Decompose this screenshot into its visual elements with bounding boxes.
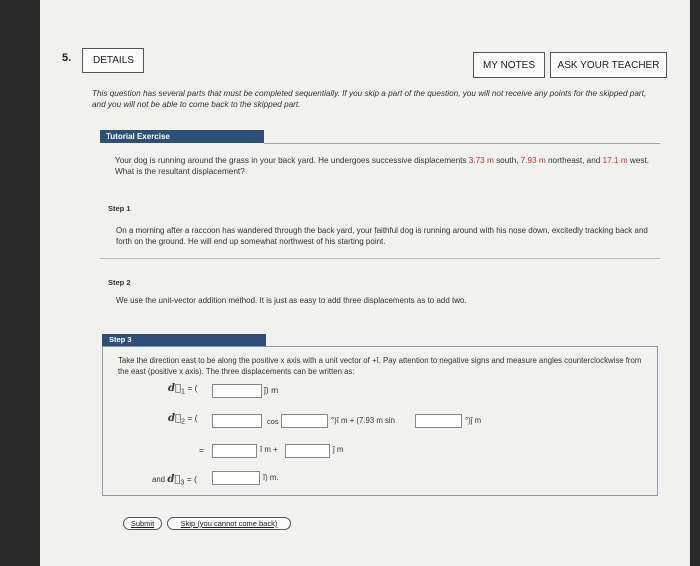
ask-teacher-button[interactable]: ASK YOUR TEACHER	[550, 52, 667, 78]
d3-open-paren: (	[194, 474, 197, 484]
sequential-warning: This question has several parts that must be completed sequentially. If you skip a part of the question, you will not receive any points for the skipped part, and you will not be able to come back to the skipped part.	[92, 89, 647, 109]
d2-x-component-input[interactable]	[212, 444, 257, 458]
problem-post: west. What is the resultant displacement?	[115, 156, 650, 176]
tutorial-header: Tutorial Exercise	[100, 130, 264, 143]
step1-text: On a morning after a raccoon has wandered through the back yard, your faithful dog is running around with his nose down, excitedly tracking back and forth on the ground. He will end up somewhat northwest of his starting point.	[116, 226, 648, 246]
d1-value: 3.73 m	[468, 156, 494, 165]
step3-header: Step 3	[102, 334, 266, 346]
problem-statement	[115, 155, 655, 177]
d1-open-paren: (	[194, 383, 198, 393]
submit-button[interactable]: Submit	[123, 517, 162, 530]
d2-mid-text: °)î m + (7.93 m sin	[331, 416, 395, 425]
eq3-suffix: ĵ m	[333, 445, 344, 454]
problem-pre: Your dog is running around the grass in your back yard. He undergoes successive displacements	[115, 156, 469, 165]
d3-suffix: î) m.	[263, 473, 279, 482]
d2-open-paren: (	[194, 413, 198, 423]
d3-equals: =	[186, 474, 192, 484]
d3-value: 17.1 m	[602, 156, 628, 165]
d2-equals: =	[187, 413, 193, 423]
d2-value: 7.93 m	[520, 156, 546, 165]
d2-cos-label: cos	[267, 417, 279, 426]
and-label: and	[152, 475, 166, 484]
d2-equation-lhs	[168, 413, 198, 426]
step3-text: Take the direction east to be along the positive x axis with a unit vector of +î. Pay attention to negative signs and measure angles counterclockwise from the east (positive x axis). The three displacements can be written as:	[118, 356, 642, 376]
d1-equation-lhs	[168, 383, 198, 396]
problem-mid2: northeast, and	[545, 156, 603, 165]
d1-suffix: ĵ) m	[264, 385, 279, 395]
d2-magnitude-input[interactable]	[212, 414, 262, 428]
d2-cos-angle-input[interactable]	[281, 414, 328, 428]
d3-x-input[interactable]	[212, 471, 260, 485]
d2-suffix: °)ĵ m	[465, 416, 482, 425]
d1-subscript: 1	[181, 387, 185, 396]
skip-button[interactable]: Skip (you cannot come back)	[167, 517, 291, 530]
question-number: 5.	[62, 52, 72, 64]
step1-label: Step 1	[108, 204, 131, 213]
d2-vector-symbol: d⃗	[168, 413, 181, 424]
d1-equals: =	[187, 383, 193, 393]
d3-equation-lhs	[152, 474, 197, 487]
d2-subscript: 2	[181, 417, 185, 426]
d1-y-input[interactable]	[212, 384, 262, 398]
eq3-mid: î m +	[260, 445, 278, 454]
my-notes-button[interactable]: MY NOTES	[473, 52, 545, 78]
eq3-equals: =	[199, 445, 204, 455]
details-button[interactable]: DETAILS	[82, 48, 144, 73]
tutorial-divider	[264, 143, 660, 144]
problem-mid1: south,	[493, 156, 521, 165]
d2-y-component-input[interactable]	[285, 444, 330, 458]
step2-text: We use the unit-vector addition method. It is just as easy to add three displacements as to add two.	[116, 296, 467, 305]
d1-vector-symbol: d⃗	[168, 383, 181, 394]
step-divider	[100, 258, 660, 259]
d2-sin-angle-input[interactable]	[415, 414, 462, 428]
d3-subscript: 3	[180, 478, 185, 487]
question-page	[40, 0, 690, 566]
step2-label: Step 2	[108, 278, 131, 287]
d3-vector-symbol: d⃗	[167, 474, 181, 485]
